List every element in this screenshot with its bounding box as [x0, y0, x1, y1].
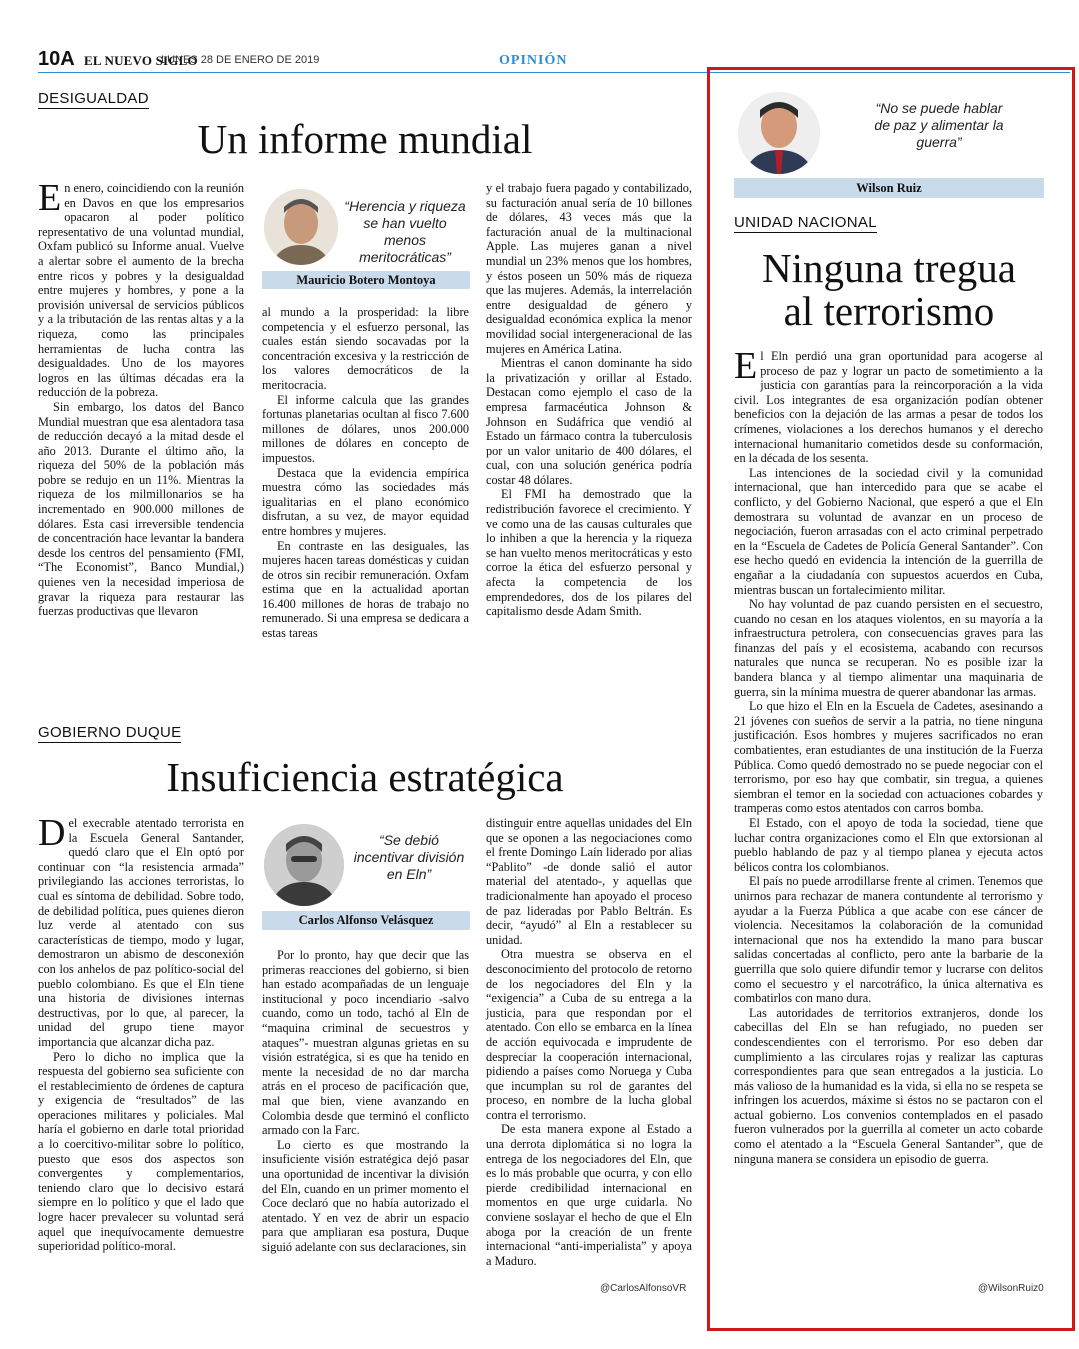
article2-column-1: [38, 812, 244, 1254]
article1-col3-p3: El FMI ha demostrado que la redistribución favorece el crecimiento. Y ve como una de las causas culturales que lo inhiben a que la herencia y la riqueza se han vuelto menos meritocráticas y esto corroe la ética del esfuerzo personal y afecta la competencia de los emprendedores, dos de los pilares del capitalismo desde Adam Smith.: [486, 487, 692, 619]
article3-p4: Lo que hizo el Eln en la Escuela de Cadetes, asesinando a 21 jóvenes con sueños de servir a la patria, no tiene ninguna justificación. Esos hombres y mujeres sacrificados no eran combatientes, eran estudiantes de una institución de la Fuerza Pública. Como quedó demostrado no se puede negociar con el terrorismo, por eso hay que combatir, sin tregua, a quienes siembran el temor en la sociedad con actuaciones cobardes y tramperas como estos atentados con carros bomba.: [734, 699, 1043, 816]
article2-title: Insuficiencia estratégica: [166, 754, 564, 800]
article3-body: [734, 345, 1043, 1166]
article3-p6: El país no puede arrodillarse frente al crimen. Tenemos que unirnos para rechazar de manera contundente al terrorismo y ayudar a la Fuerza Pública a que acabe con ese cáncer de violencia. Necesitamos la colaboración de la comunidad internacional que nos ha extendido la mano para buscar salidas concertadas al conflicto, pero ante la barbarie de la guerrilla que solo quiere difundir temor y lucrarse con delitos como el secuestro y el narcotráfico, la única alternativa es combatirlos con mano dura.: [734, 874, 1043, 1006]
article1-col3-p1: y el trabajo fuera pagado y contabilizado, su facturación anual sería de 10 billones de dólares, 43 veces más que la facturación anual de la multinacional Apple. Las mujeres ganan a nivel mundial un 23% menos que los hombres, y éstos poseen un 50% más de riqueza que las mujeres. Además, la interrelación entre desigualdad de género y desigualdad económica explica la menor movilidad social intergeneracional de las mujeres en América Latina.: [486, 181, 692, 356]
article3-title: [734, 247, 1044, 333]
article3-p2: Las intenciones de la sociedad civil y la comunidad internacional, que han intercedido para que se acabe el conflicto, y del Gobierno Nacional, que esperó a que el Eln demostrara su voluntad de avanzar en un proceso de negociación, fueron arrasadas con el acto criminal perpetrado en la “Escuela de Cadetes de Policía General Santander”. Con ese hecho quedó en evidencia la intención de la guerrilla de engañar a la ciudadanía con supuestos acuerdos en Cuba, mientras buscan un fortalecimiento militar.: [734, 465, 1043, 597]
article2-quote: “Se debió incentivar división en Eln”: [353, 832, 465, 882]
article3-paragraph: [734, 345, 1043, 466]
article1-column-2: [262, 305, 469, 641]
author-portrait-icon: [738, 92, 820, 174]
article3-p7: Las autoridades de territorios extranjeros, donde los cabecillas del Eln se han refugiado, no pueden ser condescendientes con el terrorismo. Por eso deben dar cumplimiento a las circulares rojas y realizar las capturas correspondientes para que sean entregados a la justicia. Lo más valioso de la humanidad es la vida, si ella no se respeta se infringen los acuerdos, máxime si éstos no se pactaron con el actual gobierno. Los convenios contemplados en el pasado fueron vulnerados por la guerrilla al cometer un acto cobarde como el atentado a la “Escuela General Santander”, que de ninguna manera se considera un episodio de guerra.: [734, 1005, 1043, 1166]
issue-date: LUNES 28 DE ENERO DE 2019: [161, 54, 320, 66]
article2-col3-p1: distinguir entre aquellas unidades del Eln que se oponen a las negociaciones como el frente Domingo Laín liderado por alias “Pablito” -de donde salió el autor material del atentado-, y aquellas que tradicionalmente han apoyado el proceso de paz lideradas por Pablo Beltrán. Es decir, “ayudó” al Eln a restablecer su unidad.: [486, 816, 692, 947]
article1-author-box: [262, 183, 470, 291]
article1-author-name: Mauricio Botero Montoya: [262, 271, 470, 289]
article1-paragraph: [38, 177, 244, 400]
article1-column-3: [486, 181, 692, 619]
article2-col2-p2: Lo cierto es que mostrando la insuficiente visión estratégica dejó pasar una oportunidad de incentivar la división del Eln, cuando en un primer momento el Coce declaró que no había autorizado el atentado. Y en vez de abrir un espacio para que ampliaran esa postura, Duque siguió adelante con sus declaraciones, sin: [262, 1137, 469, 1254]
article1-kicker: DESIGUALDAD: [38, 90, 149, 107]
paper-name: EL NUEVO SIGLO: [84, 53, 198, 68]
drop-cap: D: [38, 812, 66, 854]
article2-col3-p2: Otra muestra se observa en el desconocimiento del protocolo de retorno de los negociadores del Eln y la “exigencia” a Cuba de su entrega a la justicia, para que respondan por el atentado. Con ello se embarca en la línea de acción equivocada e imprudente de despreciar la cooperación internacional, pidiendo a países como Noruega y Cuba que incumplan su rol de garantes del proceso, en nombre de la lucha global contra el terrorismo.: [486, 947, 692, 1122]
article2-col1-p2: Pero lo dicho no implica que la respuesta del gobierno sea suficiente con el restablecimiento de órdenes de captura y exigencia de “resultados” de las operaciones militares y policiales. Mal haría el gobierno en darle total prioridad a lo coercitivo-militar sobre lo político, puesto que esos dos aspectos son convergentes y complementarios, teniendo claro que lo decisivo estará siempre en lo político y que el lado que logre hacer prevalecer su voluntad será aquel que inequívocamente demuestre superioridad político-moral.: [38, 1049, 244, 1254]
article1-column-1: [38, 177, 244, 619]
article2-col1-p1: el execrable atentado terrorista en la Escuela General Santander, quedó claro que el Eln optó por continuar con “la resistencia armada” privilegiando las acciones terroristas, lo cual es síntoma de debilidad. Sobre todo, de debilidad política, pues quienes dieron luz verde al atentado con sus características de tiempo, modo y lugar, demostraron un abismo de desconexión con los anhelos de paz político-social del pueblo colombiano. Es que el Eln tiene una historia de divisiones internas destructivas, por lo que, al parecer, la unidad del grupo tiene mayor importancia que alcanzar dicha paz.: [38, 816, 244, 1049]
article3-p3: No hay voluntad de paz cuando persisten en el secuestro, cuando no cesan en los ataques violentos, en su mayoría a la infraestructura petrolera, con consecuencias graves para las finanzas del país y el ecosistema, acabando con recursos naturales que nunca se recuperan. No es posible izar la bandera blanca y al tiempo alimentar una maquinaria de guerra, sin la mínima muestra de querer abandonar las armas.: [734, 597, 1043, 699]
article2-column-3: [486, 816, 692, 1268]
article1-col1-p2: Sin embargo, los datos del Banco Mundial muestran que esa alentadora tasa de reducción decayó a la mitad desde el año 2013. Durante el último año, la riqueza del 50% de la población más pobre se redujo en un 11%. Mientras la riqueza de los milmillonarios se ha incrementado en 900.000 millones de dólares. Esta casi irreversible tendencia de concentración hace levantar la bandera desde los centros del pensamiento (FMI, “The Economist”, Banco Mundial,) quienes ven la necesidad imperiosa de gravar la riqueza para restaurar las fuerzas productivas que llevaron: [38, 399, 244, 619]
article3-author-box: [734, 92, 1044, 200]
article2-paragraph: [38, 812, 244, 1050]
article1-quote: “Herencia y riqueza se han vuelto menos meritocráticas”: [344, 198, 466, 265]
article1-col2-p1: al mundo a la prosperidad: la libre competencia y el esfuerzo personal, las cuales están siendo socavadas por la concentración excesiva y la restricción de los valores democráticos de la meritocracia.: [262, 305, 469, 392]
article2-col2-p1: Por lo pronto, hay que decir que las primeras reacciones del gobierno, si bien han estado acompañadas de un lenguaje institucional y poco incendiario -salvo cuando, como un todo, tachó al Eln de “maquina criminal de secuestros y ataques”- muestran algunas grietas en su visión estratégica, si es que ha tenido en mente la necesidad de no dar marcha atrás en el proceso de pacificación que, mal que bien, viene avanzando en Colombia desde que terminó el conflicto armado con la Farc.: [262, 948, 469, 1138]
article3-p1: l Eln perdió una gran oportunidad para acogerse al proceso de paz y lograr un pacto de sometimiento a la justicia con garantías para la reincorporación a la vida civil. Los integrantes de esa organización podían obtener beneficios con la dejación de las armas a pesar de todos los crímenes, violaciones a los derechos humanos y el derecho internacional humanitario cometidos desde su conformación, en la década de los sesenta.: [734, 349, 1043, 466]
article3-title-line1: Ninguna tregua: [762, 245, 1016, 291]
article3-title-line2: al terrorismo: [783, 288, 995, 335]
author-photo: [738, 92, 820, 174]
article1-col2-p4: En contraste en las desiguales, las mujeres hacen tareas domésticas y cuidan de otros sin recibir remuneración. Oxfam estima que en la actualidad aportan 16.400 millones de horas de trabajo no remunerado. Si una empresa se dedicara a estas tareas: [262, 538, 469, 641]
article1-col3-p2: Mientras el canon dominante ha sido la privatización y orillar al Estado. Destacan como ejemplo el caso de la empresa farmacéutica Johnson & Johnson en Sudáfrica que vendió al Estado un fármaco contra la tuberculosis por un valor unitario de 400 dólares, el cual, con una solución genérica podría costar 48 dólares.: [486, 356, 692, 487]
article2-author-name: Carlos Alfonso Velásquez: [262, 911, 470, 930]
page-number: 10A: [38, 48, 75, 70]
article1-col1-p1: n enero, coincidiendo con la reunión en Davos en que los empresarios opacaron al poder político representativo de una voluntad mundial, Oxfam publicó su Informe anual. Vuelve a alertar sobre el aumento de la brecha entre ricos y pobres y la desigualdad entre mujeres y hombres, y pone a la provisión universal de servicios públicos y a la tributación de las rentas altas y a la riqueza, como las principales herramientas de lucha contra las desigualdades. Uno de los mayores logros en las últimas décadas era la reducción de la pobreza.: [38, 181, 244, 400]
author-portrait-icon: [264, 824, 344, 906]
author-photo: [264, 189, 338, 265]
drop-cap: E: [734, 345, 758, 387]
article2-col3-p3: De esta manera expone al Estado a una derrota diplomática si no logra la entrega de los negociadores del Eln, que es lo más probable que ocurra, y con ello pierde credibilidad internacional en momentos en que urge cuidarla. No conviene soslayar el hecho de que el Eln aboga por la creación de un frente internacional “anti-imperialista” y apoya a Maduro.: [486, 1122, 692, 1268]
author-portrait-icon: [264, 189, 338, 265]
article3-p5: El Estado, con el apoyo de toda la sociedad, tiene que luchar contra organizaciones como el Eln que extorsionan al pueblo hablando de paz y al tiempo planea y ejecuta actos bélicos contra los colombianos.: [734, 816, 1043, 874]
article3-author-name: Wilson Ruiz: [734, 178, 1044, 198]
article3-quote: “No se puede hablar de paz y alimentar la guerra”: [874, 100, 1004, 150]
article2-author-box: [262, 818, 470, 932]
article3-kicker: UNIDAD NACIONAL: [734, 214, 877, 231]
article2-signature: @CarlosAlfonsoVR: [600, 1283, 687, 1294]
article1-col2-p3: Destaca que la evidencia empírica muestra cómo las sociedades más igualitarias en el plano económico disfrutan, a su vez, de mayor equidad entre hombres y mujeres.: [262, 465, 469, 538]
article1-title: Un informe mundial: [197, 116, 533, 162]
author-photo: [264, 824, 344, 906]
section-title: OPINIÓN: [499, 53, 568, 68]
article2-kicker: GOBIERNO DUQUE: [38, 724, 182, 741]
article3-signature: @WilsonRuiz0: [978, 1283, 1044, 1294]
article2-column-2: [262, 948, 469, 1254]
drop-cap: E: [38, 177, 62, 219]
article1-col2-p2: El informe calcula que las grandes fortunas planetarias ocultan al fisco 7.600 millones de dólares, unos 200.000 millones de dólares en concepto de impuestos.: [262, 392, 469, 465]
